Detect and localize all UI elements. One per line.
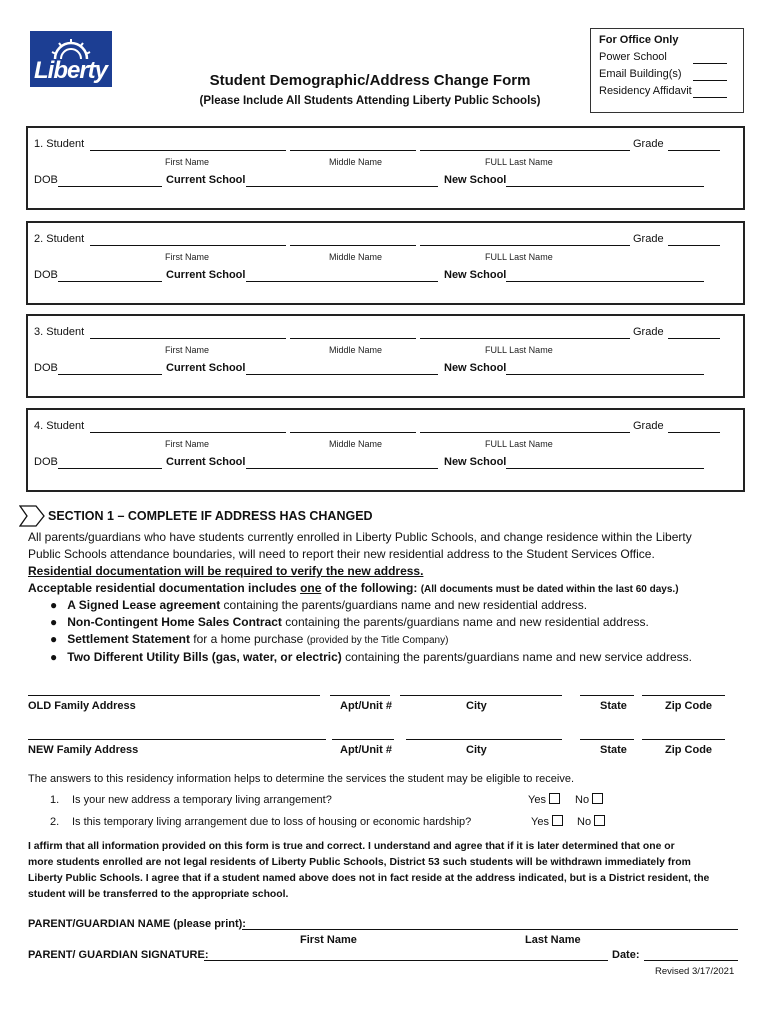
current-school-input[interactable] [246, 374, 438, 375]
residency-intro: The answers to this residency information helps to determine the services the student may be eligible to receive. [28, 773, 574, 785]
new-state-label: State [600, 744, 627, 756]
q2-text: Is this temporary living arrangement due to loss of housing or economic hardship? [72, 816, 472, 828]
student-middle-name-input[interactable] [290, 150, 416, 151]
doc-option-settlement: ● Settlement Statement for a home purchase (provided by the Title Company) [50, 632, 449, 646]
affirm-line1: I affirm that all information provided on this form is true and correct. I understand and agree that if it is later determined that one or [28, 841, 675, 852]
office-residency-affidavit: Residency Affidavit [599, 85, 692, 97]
q2-yes: Yes [531, 815, 563, 828]
first-name-caption: First Name [165, 252, 210, 262]
old-address-input[interactable] [28, 695, 320, 696]
guardian-last-name-label: Last Name [525, 934, 581, 946]
doc-option-lease: ● A Signed Lease agreement containing the parents/guardians name and new residential address. [50, 598, 588, 612]
liberty-logo [30, 31, 112, 87]
chevron-arrow-icon [19, 505, 45, 527]
new-school-input[interactable] [506, 374, 704, 375]
q1-text: Is your new address a temporary living arrangement? [72, 794, 332, 806]
old-zip-label: Zip Code [665, 700, 713, 712]
student-first-name-input[interactable] [90, 245, 286, 246]
last-name-caption: FULL Last Name [485, 439, 553, 449]
last-name-caption: FULL Last Name [485, 157, 553, 167]
old-state-input[interactable] [580, 695, 634, 696]
student-last-name-input[interactable] [420, 245, 630, 246]
affirm-line2: more students enrolled are not legal residents of Liberty Public Schools, District 53 such students will be withdrawn immediately from [28, 857, 691, 868]
first-name-caption: First Name [165, 439, 210, 449]
q2-yes-checkbox[interactable] [552, 815, 563, 826]
student-grade-input[interactable] [668, 432, 720, 433]
date-input[interactable] [644, 960, 738, 961]
student-box-3 [26, 314, 745, 398]
old-city-input[interactable] [400, 695, 562, 696]
new-address-input[interactable] [28, 739, 326, 740]
guardian-name-label: PARENT/GUARDIAN NAME (please print): [28, 918, 246, 930]
old-apt-input[interactable] [330, 695, 390, 696]
first-name-caption: First Name [165, 157, 210, 167]
documentation-required: Residential documentation will be required to verify the new address. [28, 564, 424, 578]
q1-no: No [575, 793, 603, 806]
new-school-input[interactable] [506, 281, 704, 282]
new-school-input[interactable] [506, 468, 704, 469]
old-apt-label: Apt/Unit # [340, 700, 392, 712]
student-last-name-input[interactable] [420, 338, 630, 339]
student-label: 2. Student [34, 233, 85, 245]
student-first-name-input[interactable] [90, 338, 286, 339]
first-name-caption: First Name [165, 345, 210, 355]
student-middle-name-input[interactable] [290, 338, 416, 339]
new-school-input[interactable] [506, 186, 704, 187]
student-dob-input[interactable] [58, 281, 162, 282]
new-school-label: New School [444, 269, 507, 281]
middle-name-caption: Middle Name [329, 157, 383, 167]
grade-label: Grade [633, 138, 664, 150]
current-school-label: Current School [166, 456, 246, 468]
student-middle-name-input[interactable] [290, 432, 416, 433]
student-box-2 [26, 221, 745, 305]
new-school-label: New School [444, 174, 507, 186]
current-school-input[interactable] [246, 468, 438, 469]
student-label: 3. Student [34, 326, 85, 338]
last-name-caption: FULL Last Name [485, 252, 553, 262]
student-first-name-input[interactable] [90, 150, 286, 151]
grade-label: Grade [633, 326, 664, 338]
current-school-input[interactable] [246, 281, 438, 282]
guardian-signature-label: PARENT/ GUARDIAN SIGNATURE: [28, 949, 209, 961]
student-label: 4. Student [34, 420, 85, 432]
q1-yes-checkbox[interactable] [549, 793, 560, 804]
dob-label: DOB [34, 174, 58, 186]
q1-number: 1. [50, 794, 60, 806]
form-title: Student Demographic/Address Change Form [209, 72, 531, 89]
revised-date: Revised 3/17/2021 [655, 966, 735, 977]
dob-label: DOB [34, 362, 58, 374]
guardian-first-name-label: First Name [300, 934, 357, 946]
dob-label: DOB [34, 456, 58, 468]
new-city-input[interactable] [406, 739, 562, 740]
logo-text: Liberty [34, 57, 108, 84]
doc-option-utility-bills: ● Two Different Utility Bills (gas, water, or electric) containing the parents/guardians name and new service address. [50, 650, 692, 664]
new-address-label: NEW Family Address [28, 744, 139, 756]
form-subtitle: (Please Include All Students Attending Liberty Public Schools) [199, 95, 541, 107]
office-use-box [590, 28, 744, 113]
office-power-school: Power School [599, 51, 667, 63]
grade-label: Grade [633, 233, 664, 245]
old-zip-input[interactable] [642, 695, 725, 696]
section1-para-line2: Public Schools attendance boundaries, will need to report their new residential address to the Student Services Office. [28, 547, 655, 561]
middle-name-caption: Middle Name [329, 439, 383, 449]
student-box-1 [26, 126, 745, 210]
middle-name-caption: Middle Name [329, 345, 383, 355]
middle-name-caption: Middle Name [329, 252, 383, 262]
q2-no-checkbox[interactable] [594, 815, 605, 826]
section1-heading: SECTION 1 – COMPLETE IF ADDRESS HAS CHANGED [48, 509, 373, 523]
student-dob-input[interactable] [58, 374, 162, 375]
new-school-label: New School [444, 362, 507, 374]
student-dob-input[interactable] [58, 186, 162, 187]
student-box-4 [26, 408, 745, 492]
new-zip-label: Zip Code [665, 744, 713, 756]
new-school-label: New School [444, 456, 507, 468]
q1-no-checkbox[interactable] [592, 793, 603, 804]
student-grade-input[interactable] [668, 150, 720, 151]
student-last-name-input[interactable] [420, 432, 630, 433]
old-address-label: OLD Family Address [28, 700, 136, 712]
affirm-line4: student will be transferred to the appropriate school. [28, 889, 289, 900]
new-apt-label: Apt/Unit # [340, 744, 392, 756]
last-name-caption: FULL Last Name [485, 345, 553, 355]
new-city-label: City [466, 744, 487, 756]
student-first-name-input[interactable] [90, 432, 286, 433]
acceptable-docs-line: Acceptable residential documentation includes one of the following: (All documents must be dated within the last 60 days.) [28, 581, 679, 595]
section1-para-line1: All parents/guardians who have students currently enrolled in Liberty Public Schools, and change residence within the Liberty [28, 530, 692, 544]
office-title: For Office Only [599, 34, 679, 46]
guardian-name-input[interactable] [242, 929, 738, 930]
doc-option-sales-contract: ● Non-Contingent Home Sales Contract containing the parents/guardians name and new residential address. [50, 615, 649, 629]
grade-label: Grade [633, 420, 664, 432]
new-apt-input[interactable] [332, 739, 394, 740]
student-last-name-input[interactable] [420, 150, 630, 151]
student-grade-input[interactable] [668, 338, 720, 339]
old-state-label: State [600, 700, 627, 712]
student-grade-input[interactable] [668, 245, 720, 246]
student-dob-input[interactable] [58, 468, 162, 469]
affirm-line3: Liberty Public Schools. I agree that if a student named above does not in fact reside at the address indicated, but is a District resident, the [28, 873, 710, 884]
current-school-input[interactable] [246, 186, 438, 187]
dob-label: DOB [34, 269, 58, 281]
new-state-input[interactable] [580, 739, 634, 740]
q1-yes: Yes [528, 793, 560, 806]
new-zip-input[interactable] [642, 739, 725, 740]
q2-number: 2. [50, 816, 60, 828]
old-city-label: City [466, 700, 487, 712]
office-email-buildings: Email Building(s) [599, 68, 682, 80]
current-school-label: Current School [166, 269, 246, 281]
student-label: 1. Student [34, 138, 85, 150]
current-school-label: Current School [166, 362, 246, 374]
date-label: Date: [612, 949, 640, 961]
guardian-signature-input[interactable] [204, 960, 608, 961]
student-middle-name-input[interactable] [290, 245, 416, 246]
q2-no: No [577, 815, 605, 828]
current-school-label: Current School [166, 174, 246, 186]
